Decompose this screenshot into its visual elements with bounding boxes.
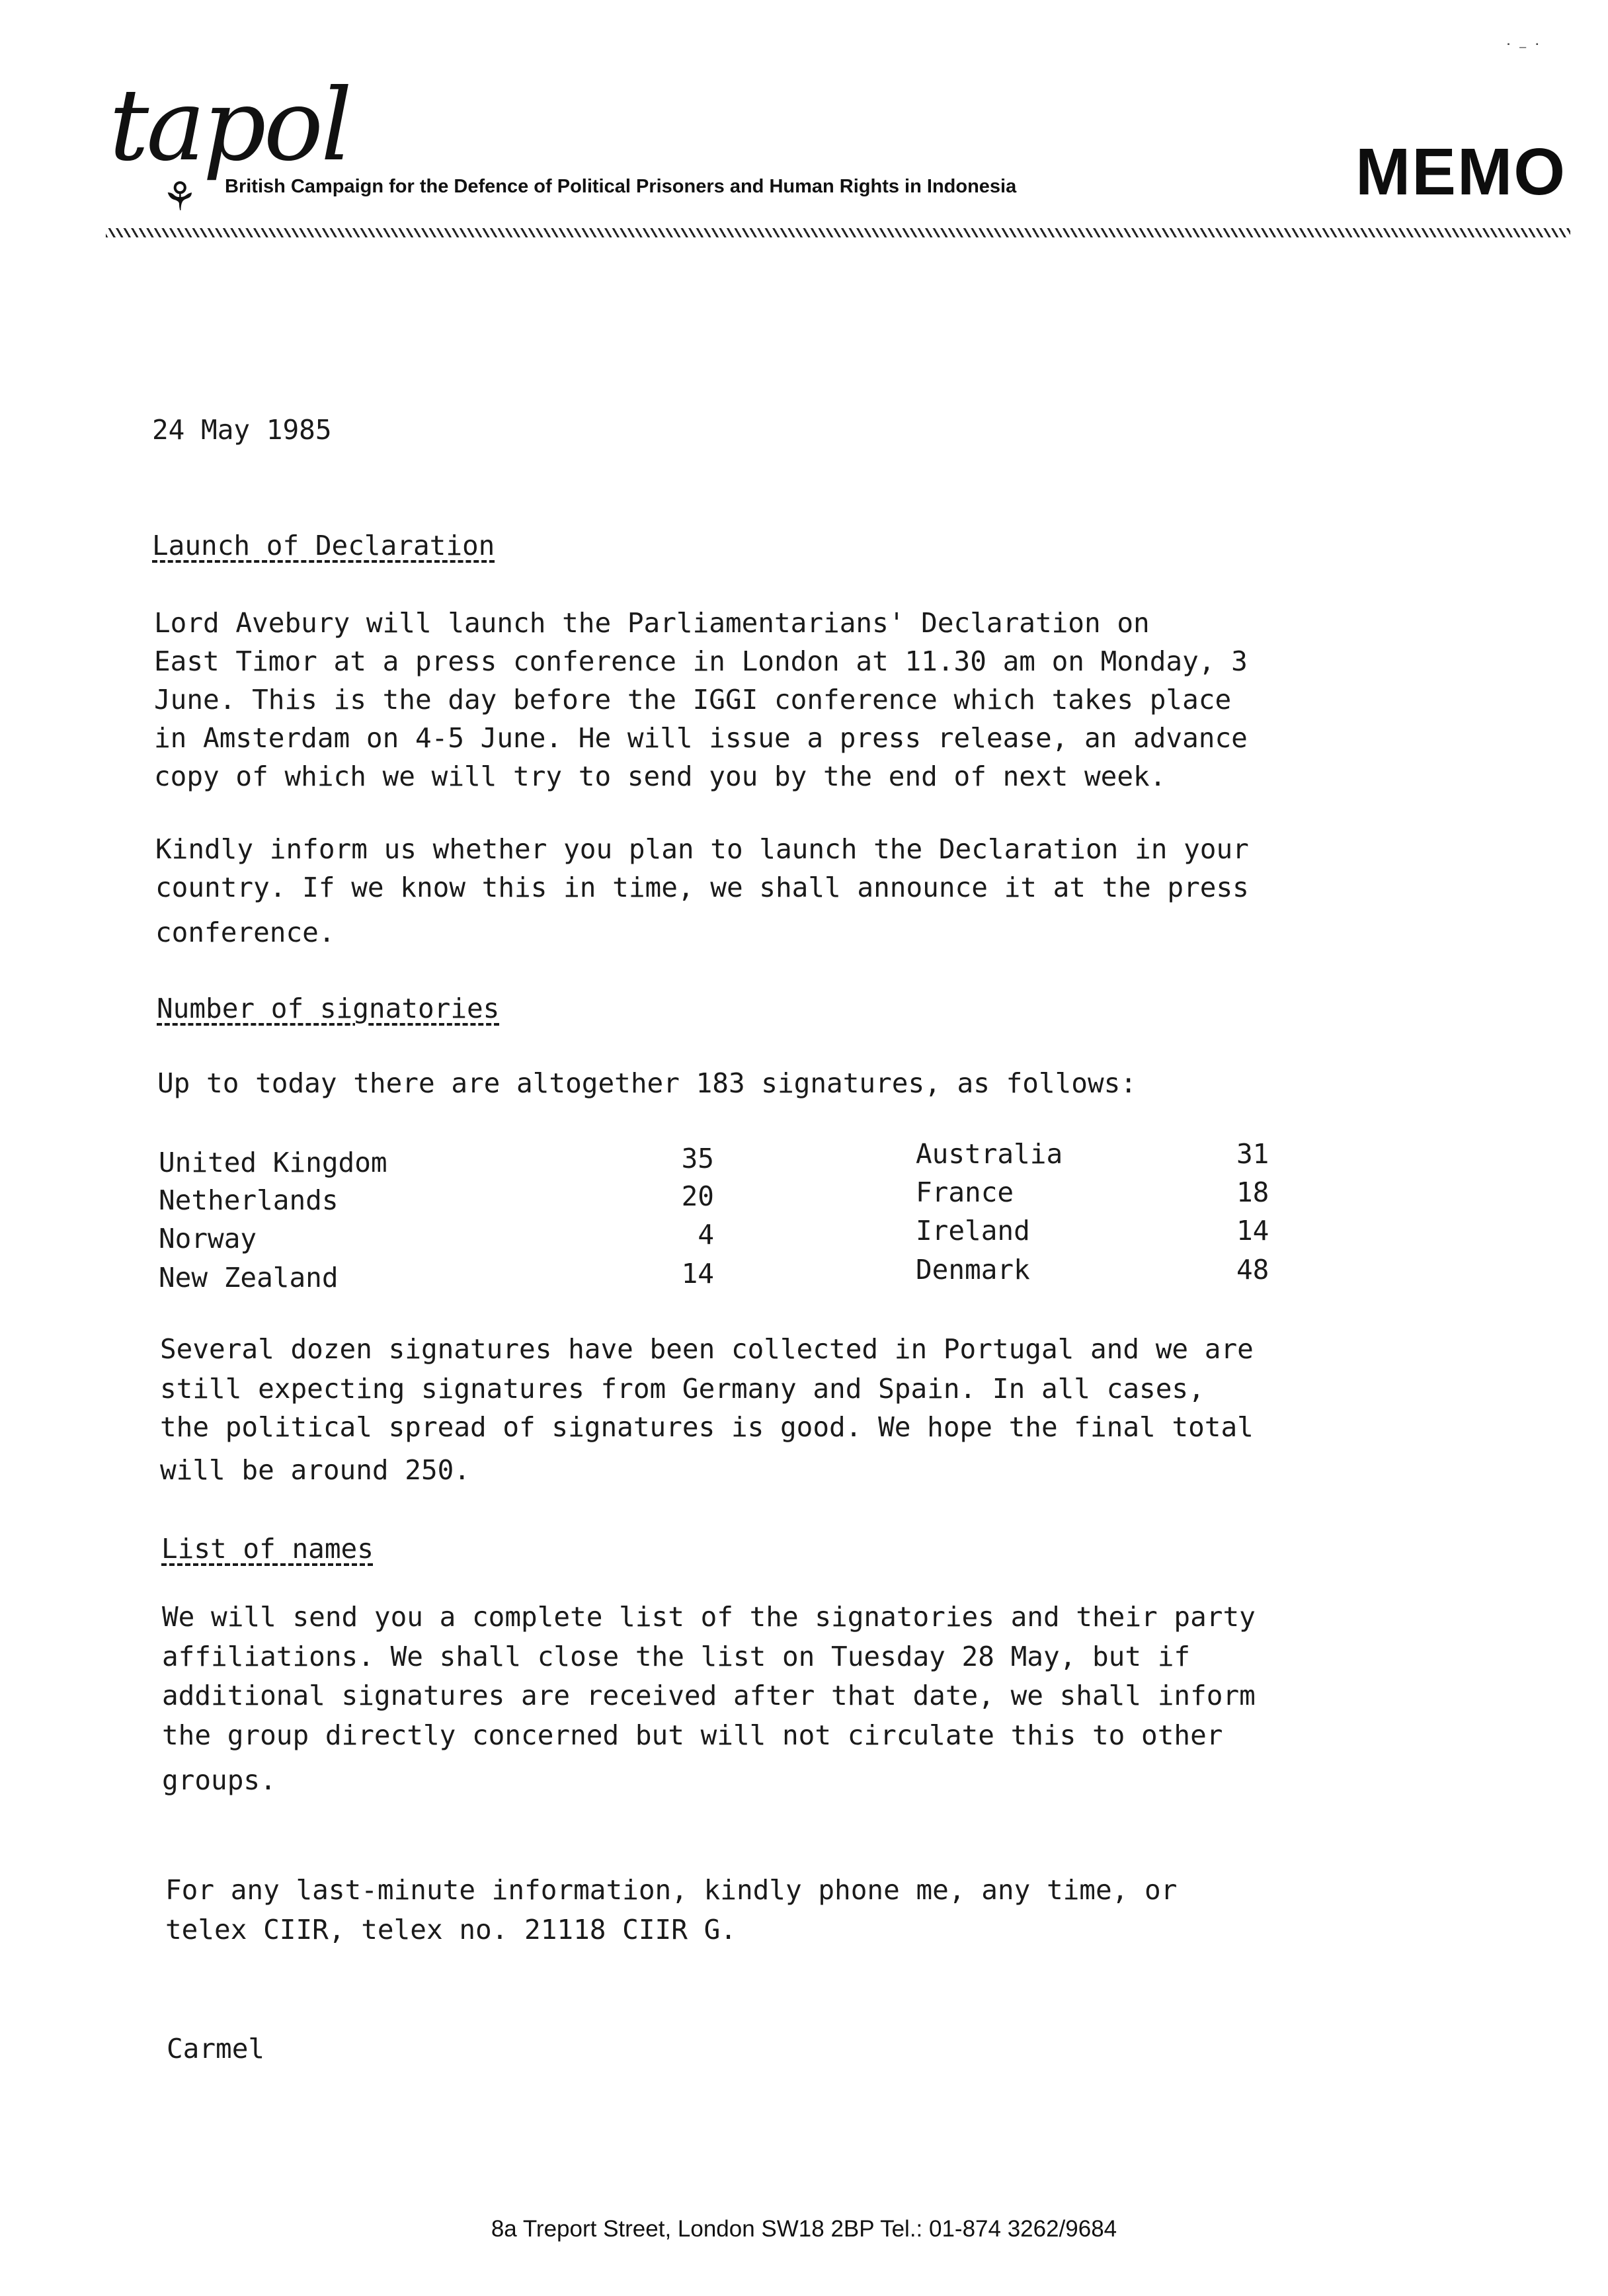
country-name: United Kingdom xyxy=(159,1147,387,1178)
signatories-para-line1: Several dozen signatures have been collected in Portugal and we are xyxy=(160,1333,1254,1365)
logo-wordmark: tapol xyxy=(109,68,350,183)
names-para-line4: the group directly concerned but will not circulate this to other xyxy=(162,1719,1223,1751)
country-count: 18 xyxy=(1236,1176,1269,1208)
signatories-para-line4: will be around 250. xyxy=(160,1454,470,1486)
signature-name: Carmel xyxy=(167,2033,265,2065)
closing-line1: For any last-minute information, kindly phone me, any time, or xyxy=(165,1874,1178,1906)
country-count: 48 xyxy=(1236,1254,1269,1286)
memo-label: MEMO xyxy=(1355,135,1567,209)
names-para-line1: We will send you a complete list of the signatories and their party xyxy=(162,1601,1256,1633)
signatories-intro: Up to today there are altogether 183 signatures, as follows: xyxy=(157,1067,1137,1099)
country-count: 35 xyxy=(681,1143,714,1174)
organization-name: British Campaign for the Defence of Political Prisoners and Human Rights in Indonesia xyxy=(225,176,1017,197)
launch-para1-line4: in Amsterdam on 4-5 June. He will issue a press release, an advance xyxy=(154,722,1248,754)
heading-launch: Launch of Declaration xyxy=(152,530,495,561)
memo-date: 24 May 1985 xyxy=(152,414,332,446)
country-name: Denmark xyxy=(916,1254,1030,1286)
launch-para2-line3: conference. xyxy=(155,917,335,948)
signatories-para-line2: still expecting signatures from Germany and Spain. In all cases, xyxy=(160,1373,1205,1405)
launch-para2-line1: Kindly inform us whether you plan to launch the Declaration in your xyxy=(155,833,1249,865)
names-para-line5: groups. xyxy=(162,1764,276,1796)
country-name: Australia xyxy=(916,1138,1063,1170)
country-count: 4 xyxy=(698,1219,714,1250)
launch-para2-line2: country. If we know this in time, we shall announce it at the press xyxy=(155,872,1249,903)
country-name: Ireland xyxy=(916,1215,1030,1247)
country-count: 31 xyxy=(1236,1138,1269,1170)
names-para-line3: additional signatures are received after that date, we shall inform xyxy=(162,1680,1256,1711)
country-count: 20 xyxy=(681,1180,714,1212)
logo-flower-icon: ⚘ xyxy=(162,174,198,220)
country-name: New Zealand xyxy=(159,1262,339,1293)
country-count: 14 xyxy=(681,1258,714,1290)
signatories-para-line3: the political spread of signatures is good. We hope the final total xyxy=(160,1411,1254,1443)
heading-list-of-names: List of names xyxy=(161,1533,374,1565)
launch-para1-line2: East Timor at a press conference in London at 11.30 am on Monday, 3 xyxy=(154,645,1248,677)
country-name: France xyxy=(916,1176,1014,1208)
scan-marks: ˙ ⁻ ˙ xyxy=(1504,41,1542,61)
country-name: Norway xyxy=(159,1223,257,1254)
country-name: Netherlands xyxy=(159,1184,339,1216)
closing-line2: telex CIIR, telex no. 21118 CIIR G. xyxy=(165,1914,737,1946)
names-para-line2: affiliations. We shall close the list on Tuesday 28 May, but if xyxy=(162,1641,1191,1672)
launch-para1-line5: copy of which we will try to send you by the end of next week. xyxy=(154,760,1166,792)
country-count: 14 xyxy=(1236,1215,1269,1247)
launch-para1-line3: June. This is the day before the IGGI conference which takes place xyxy=(154,684,1232,716)
launch-para1-line1: Lord Avebury will launch the Parliamentarians' Declaration on xyxy=(154,607,1150,639)
heading-signatories: Number of signatories xyxy=(157,993,500,1024)
footer-address: 8a Treport Street, London SW18 2BP Tel.: 01-874 3262/9684 xyxy=(491,2216,1117,2242)
header-divider xyxy=(106,228,1570,237)
